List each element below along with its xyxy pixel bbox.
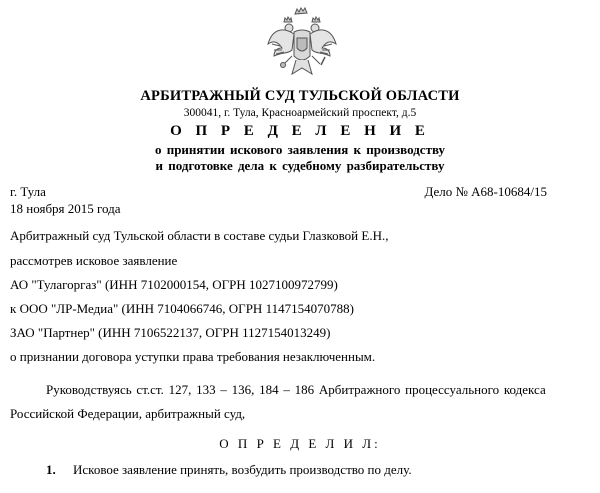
city: г. Тула xyxy=(10,184,46,199)
plaintiff: АО "Тулагоргаз" (ИНН 7102000154, ОГРН 1027100972799) xyxy=(10,277,338,292)
decision-item-number: 1. xyxy=(46,462,56,477)
decision-item-text: Исковое заявление принять, возбудить производство по делу. xyxy=(73,462,412,477)
court-composition: Арбитражный суд Тульской области в составе судьи Глазковой Е.Н., xyxy=(10,228,389,243)
claim-subject: о признании договора уступки права требования незаключенным. xyxy=(10,349,376,364)
considered-statement: рассмотрев исковое заявление xyxy=(10,253,178,268)
guided-by-line2: Российской Федерации, арбитражный суд, xyxy=(10,406,246,421)
document-title: О П Р Е Д Е Л Е Н И Е xyxy=(170,123,430,139)
court-name: АРБИТРАЖНЫЙ СУД ТУЛЬСКОЙ ОБЛАСТИ xyxy=(140,88,460,104)
document-subtitle-line2: и подготовке дела к судебному разбирательству xyxy=(155,158,445,173)
defendant-1: к ООО "ЛР-Медиа" (ИНН 7104066746, ОГРН 1147154070788) xyxy=(10,301,354,316)
guided-by-line1: Руководствуясь ст.ст. 127, 133 – 136, 184 – 186 Арбитражного процессуального кодекса xyxy=(46,382,546,397)
defendant-2: ЗАО "Партнер" (ИНН 7106522137, ОГРН 1127154013249) xyxy=(10,325,331,340)
decision-date: 18 ноября 2015 года xyxy=(10,201,121,216)
document-subtitle-line1: о принятии искового заявления к производству xyxy=(154,142,446,157)
court-address: 300041, г. Тула, Красноармейский проспект, д.5 xyxy=(183,107,417,119)
decision-heading: О П Р Е Д Е Л И Л: xyxy=(219,436,381,451)
double-headed-eagle-emblem-icon xyxy=(262,4,342,84)
case-number: Дело № А68-10684/15 xyxy=(424,184,547,199)
